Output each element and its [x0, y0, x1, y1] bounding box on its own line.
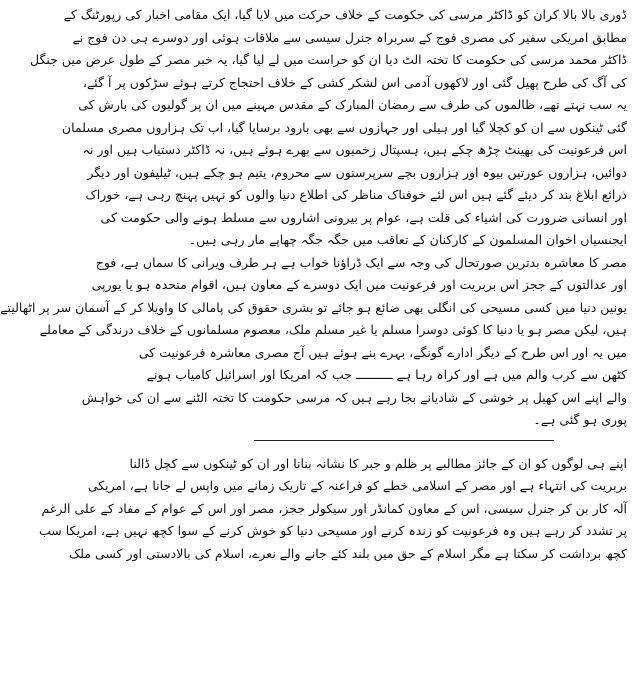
paragraph-line: اور عدالتوں کے ججز اس بربریت اور فرعونیت میں ایک دوسرے کے معاون ہیں، اقوام متحدہ ہو یا یورپی — [91, 277, 627, 292]
paragraph-line: اس فرعونیت کی بھینٹ چڑھ چکے ہیں، ہسپتال زخمیوں سے بھرے ہوئے ہیں، نہ ڈاکٹر دستیاب ہیں اور نہ — [82, 142, 627, 157]
paragraph-line: ڈاکٹر محمد مرسی کی حکومت کا تختہ الٹ دیا ان کو حراست میں لے لیا گیا، یہ خبر مصر کے طول عرض میں جنگل — [29, 52, 627, 67]
paragraph-line: بربریت کی انتہاء ہے اور مصر کے اسلامی خطے کو فراعنہ کے تاریک زمانے میں واپس لے جانا ہے، امریکی — [87, 478, 627, 493]
paragraph-line: آلہ کار بن کر جنرل سیسی، اس کے معاون کمانڈر اور سیکولر ججز، مصر اور اس کے عوام کے مفاد کے علی الرغم — [41, 500, 627, 516]
paragraph-line: والے اپنے اس کھیل پر خوشی کے شادیانے بجا رہے ہیں کہ مرسی حکومت کا تختہ الٹنے سے ان کی خواہش — [81, 389, 627, 405]
paragraph-3 — [39, 453, 627, 566]
paragraph-line: مطابق امریکی سفیر کی مصری فوج کے سربراہ جنرل سیسی سے ملاقات ہوئی اور دوسرے ہی دن فوج نے — [72, 29, 627, 45]
paragraph-line: دوائیں، ہزاروں عورتیں بیوہ اور ہزاروں بچے سرپرستوں سے محروم، یتیم ہو چکے ہیں، ٹیلیفون اور دیگر — [87, 164, 627, 180]
paragraph-line: گئی ٹینکوں سے ان کو کچلا گیا اور ہیلی اور جہازوں سے بھی بارود برسایا گیا، اب تک ہزاروں مصری مسلمان — [61, 119, 627, 135]
paragraph-2 — [0, 252, 627, 432]
paragraph-line: کی آگ کی طرح پھیل گئی اور لاکھوں آدمی اس لشکر کشی کے خلاف احتجاج کرتے ہوئے سڑکوں پر آ گئے، — [82, 74, 627, 90]
paragraph-1 — [29, 4, 627, 252]
article-page — [0, 4, 627, 565]
paragraph-line: مصر کا معاشرہ بدترین صورتحال کی وجہ سے ایک ڈراؤنا خواب ہے ہر طرف ویرانی کا سماں ہے، فوج — [95, 254, 627, 270]
paragraph-line: اپنے ہی لوگوں کو ان کے جائز مطالبے پر ظلم و جبر کا نشانہ بنانا اور ان کو ٹینکوں سے کچل ڈالنا — [129, 455, 627, 471]
paragraph-line: ڈوری بالا بالا کران کو ڈاکٹر مرسی کی حکومت کے خلاف حرکت میں لایا گیا، ایک مقامی اخبار کی رپورٹنگ کے — [63, 7, 627, 22]
paragraph-line: پوری ہو گئی ہے۔ — [533, 412, 627, 427]
paragraph-line: ہیں، لیکن مصر ہو یا دنیا کا کوئی دوسرا مسلم یا غیر مسلم ملک، معصوم مسلمانوں کے خلاف درندگی کے معاملے — [39, 322, 627, 337]
paragraph-line: یہ سب نہتے تھے، ظالموں کی طرف سے رمضان المبارک کے مقدس مہینے میں ان پر گولیوں کی بارش کی — [78, 97, 627, 112]
paragraph-line: یونین دنیا میں کسی مسیحی کی انگلی بھی ضائع ہو جائے تو بشری حقوق کی پامالی کا واویلا کر کے آسمان سر پر اٹھالیتے — [0, 299, 627, 315]
paragraph-line: کٹھن سے کرب والم میں ہے اور کراہ رہا ہے ــــــــــ جب کہ امریکا اور اسرائیل کامیاب ہونے — [146, 367, 627, 382]
paragraph-line: ایجنسیاں اخوان المسلمون کے کارکنان کے تعاقب میں جگہ جگہ چھاپے مار رہی ہیں۔ — [188, 232, 627, 247]
paragraph-line: کچھ برداشت کر سکتا ہے مگر اسلام کے حق میں بلند کئے جانے والے نعرے، اسلام کی بالادستی اور کسی ملک — [68, 545, 627, 561]
paragraph-line: پر تشدد کر رہے ہیں وہ فرعونیت کو زندہ کرنے اور مسیحی دنیا کو خوش کرنے کے سوا کچھ نہیں ہے، امریکا سب — [39, 523, 627, 538]
paragraph-line: میں یہ اور اس طرح کے دیگر ادارے گونگے، بہرے بنے ہوئے ہیں آج مصری معاشرہ فرعونیت کی — [138, 344, 627, 360]
paragraph-line: ذرائع ابلاغ بند کر دیئے گئے ہیں اس لئے خوفناک مناظر کی اطلاع دنیا والوں کو نہیں پہنچ رہی ہے، خوراک — [85, 187, 627, 202]
section-divider — [254, 440, 554, 441]
paragraph-line: اور انسانی ضرورت کی اشیاء کی قلت ہے، عوام پر بیرونی اشاروں سے مسلط ہونے والی حکومت کی — [100, 209, 627, 225]
